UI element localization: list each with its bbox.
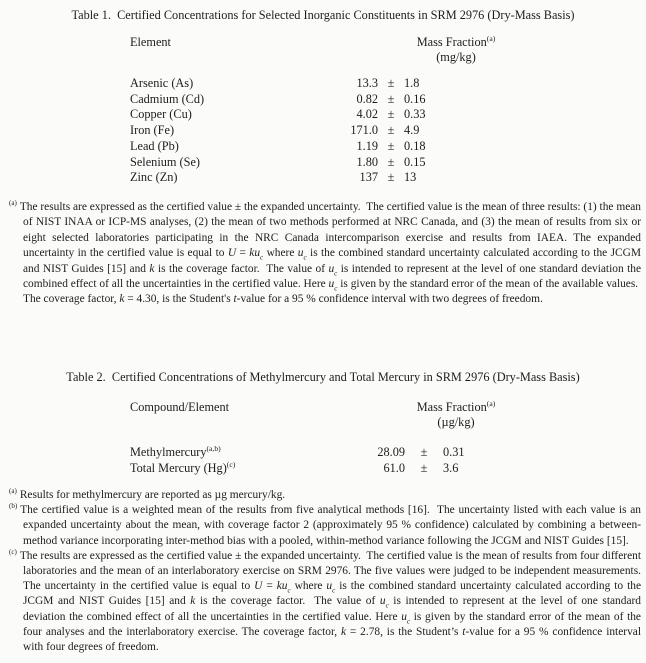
table1-col1-header: Element bbox=[130, 35, 171, 49]
footnote-marker: (a) bbox=[9, 199, 17, 208]
plus-minus-sign: ± bbox=[420, 445, 428, 459]
footnote-marker: (c) bbox=[9, 548, 17, 557]
certified-value: 4.02 bbox=[356, 107, 378, 122]
certified-value: 13.3 bbox=[356, 76, 378, 90]
table2-col2-header: Mass Fraction$^{(a)}$ bbox=[416, 398, 496, 414]
table-row bbox=[130, 107, 460, 123]
footnote bbox=[9, 549, 641, 655]
certified-value: 61.0 bbox=[383, 460, 405, 475]
expanded-uncertainty: 0.33 bbox=[404, 107, 426, 122]
table2-footnotes bbox=[9, 488, 641, 655]
plus-minus-sign: ± bbox=[387, 76, 395, 90]
table-row bbox=[130, 123, 460, 139]
plus-minus-sign: ± bbox=[387, 170, 395, 185]
expanded-uncertainty: 13 bbox=[404, 170, 417, 185]
footnote-text: The results are expressed as the certified value ± the expanded uncertainty. The certified value is the mean of results from four different laboratories and the mean of an interlaboratory exercise on SRM 2976. The five values were judged to be independent measurements. The uncertainty in the certified value is equal to $U = ku_c$ where $u_c$ is the combined standard uncertainty calculated according to the JCGM and NIST Guides [15] and k is the coverage factor. The value of $u_c$ is intended to represent at the level of one standard deviation the combined effect of all the uncertainties in the certified value. Here $u_c$ is given by the standard error of the mean of the four analyses and the interlaboratory exercise. The coverage factor, k = 2.78, is the Student’s t-value for a 95 % confidence interval with four degrees of freedom. bbox=[19, 549, 641, 654]
plus-minus-sign: ± bbox=[387, 107, 395, 122]
table1-unit-header: (mg/kg) bbox=[436, 50, 476, 64]
table1-footnotes bbox=[9, 200, 641, 308]
expanded-uncertainty: 0.18 bbox=[404, 138, 426, 153]
table1 bbox=[130, 76, 460, 186]
footnote bbox=[9, 200, 641, 308]
expanded-uncertainty: 4.9 bbox=[404, 123, 420, 138]
plus-minus-sign: ± bbox=[387, 123, 395, 138]
table2-unit-header: (µg/kg) bbox=[437, 415, 475, 429]
table2-title: Table 2. Certified Concentrations of Methylmercury and Total Mercury in SRM 2976 (Dry-Mass Basis) bbox=[66, 370, 580, 384]
certified-value: 137 bbox=[359, 170, 378, 185]
expanded-uncertainty: 0.31 bbox=[443, 445, 465, 459]
plus-minus-sign: ± bbox=[387, 138, 395, 153]
footnote bbox=[9, 503, 641, 549]
table2-col1-header: Compound/Element bbox=[130, 400, 230, 414]
certified-value: 28.09 bbox=[377, 445, 405, 459]
table1-title: Table 1. Certified Concentrations for Selected Inorganic Constituents in SRM 2976 (Dry-Mass Basis) bbox=[71, 8, 575, 22]
table1-col2-header: Mass Fraction$^{(a)}$ bbox=[416, 33, 496, 49]
element-name: Cadmium (Cd) bbox=[130, 91, 205, 106]
certified-value: 171.0 bbox=[350, 123, 378, 138]
certified-value: 0.82 bbox=[356, 91, 378, 106]
footnote-text: The results are expressed as the certified value ± the expanded uncertainty. The certified value is the mean of three results: (1) the mean of NIST INAA or ICP-MS analyses, (2) the mean of two methods performed at NRC Canada, and (3) the mean of results from six or eight selected laboratories participating in the NRC Canada intercomparison exercise and results from IAEA. The expanded uncertainty in the certified value is equal to $U = ku_c$ where $u_c$ is the combined standard uncertainty calculated according to the JCGM and NIST Guides [15] and k is the coverage factor. The value of $u_c$ is intended to represent at the level of one standard deviation the combined effect of all the uncertainties in the certified value. Here $u_c$ is given by the standard error of the mean of the available values. The coverage factor, k = 4.30, is the Student's t-value for a 95 % confidence interval with two degrees of freedom. bbox=[19, 201, 641, 306]
compound-name: Methylmercury$^{(a,b)}$ bbox=[130, 443, 221, 459]
certified-value: 1.19 bbox=[356, 138, 378, 153]
footnote-marker: (b) bbox=[9, 502, 18, 511]
table2 bbox=[130, 445, 503, 476]
table-row bbox=[130, 170, 460, 186]
table-row bbox=[130, 76, 460, 92]
plus-minus-sign: ± bbox=[420, 460, 428, 475]
element-name: Selenium (Se) bbox=[130, 154, 201, 169]
expanded-uncertainty: 0.16 bbox=[404, 91, 426, 106]
table-row bbox=[130, 139, 460, 155]
expanded-uncertainty: 0.15 bbox=[404, 154, 426, 169]
table-row bbox=[130, 92, 460, 108]
footnote-marker: (a) bbox=[9, 487, 17, 496]
table-row bbox=[130, 461, 503, 477]
footnote-text: The certified value is a weighted mean of the results from five analytical methods [16]. The uncertainty listed with each value is an expanded uncertainty about the mean, with coverage factor 2 (approximately 95 % confidence) calculated by combining a between-method variance incorporating inter-method bias with a pooled, within-method variance following the JCGM and NIST Guides [15]. bbox=[20, 504, 641, 547]
element-name: Copper (Cu) bbox=[130, 107, 192, 122]
element-name: Lead (Pb) bbox=[130, 138, 179, 153]
element-name: Iron (Fe) bbox=[130, 123, 175, 138]
footnote-text: Results for methylmercury are reported as µg mercury/kg. bbox=[19, 489, 286, 501]
element-name: Arsenic (As) bbox=[130, 76, 194, 90]
compound-name: Total Mercury $(Hg)^{(c)}$ bbox=[130, 459, 236, 475]
expanded-uncertainty: 3.6 bbox=[443, 460, 459, 475]
element-name: Zinc (Zn) bbox=[130, 170, 178, 185]
plus-minus-sign: ± bbox=[387, 154, 395, 169]
footnote bbox=[9, 488, 641, 503]
certified-value: 1.80 bbox=[356, 154, 378, 169]
table-row bbox=[130, 445, 503, 461]
expanded-uncertainty: 1.8 bbox=[404, 76, 420, 90]
table-row bbox=[130, 155, 460, 171]
plus-minus-sign: ± bbox=[387, 91, 395, 106]
